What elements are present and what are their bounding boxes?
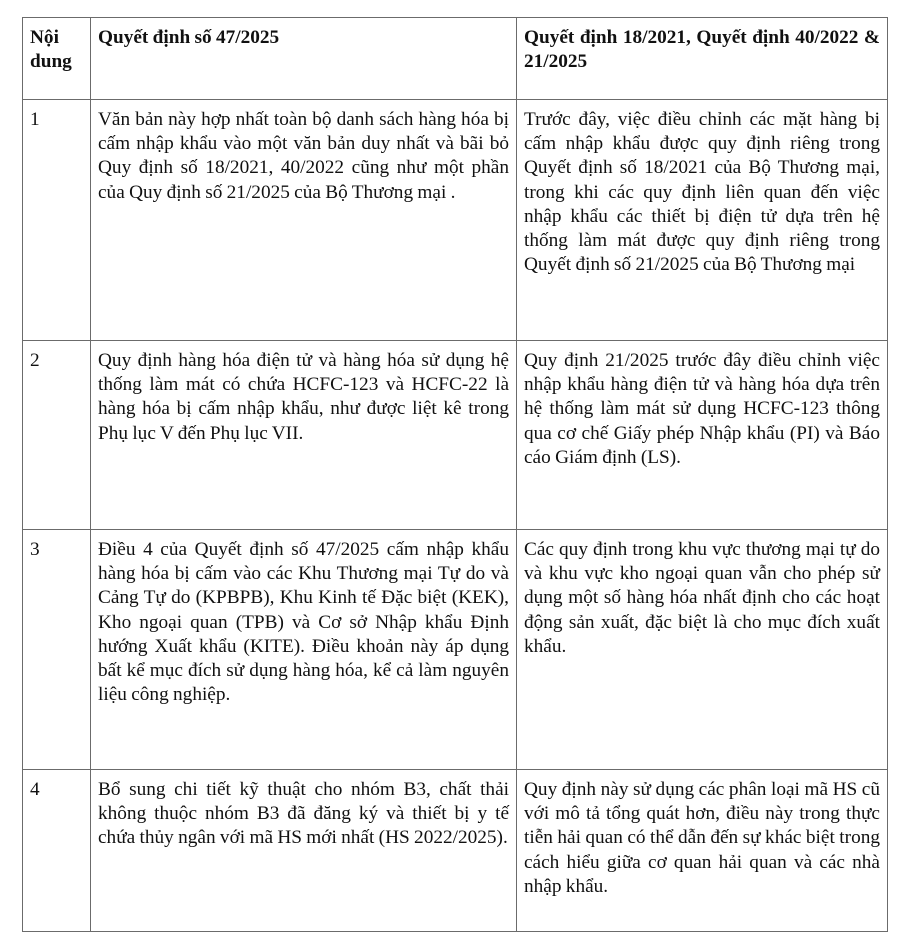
table-row bbox=[23, 341, 888, 530]
new-regulation-cell: Quy định hàng hóa điện tử và hàng hóa sử dụng hệ thống làm mát có chứa HCFC-123 và HCFC-22 là hàng hóa bị cấm nhập khẩu, như được liệt kê trong Phụ lục V đến Phụ lục VII. bbox=[91, 341, 517, 530]
row-number: 4 bbox=[23, 770, 91, 932]
table-row bbox=[23, 100, 888, 341]
new-regulation-cell: Điều 4 của Quyết định số 47/2025 cấm nhập khẩu hàng hóa bị cấm vào các Khu Thương mại Tự do và Cảng Tự do (KPBPB), Khu Kinh tế Đặc biệt (KEK), Kho ngoại quan (TPB) và Cơ sở Nhập khẩu Định hướng Xuất khẩu (KITE). Điều khoản này áp dụng bất kể mục đích sử dụng hàng hóa, kể cả làm nguyên liệu công nghiệp. bbox=[91, 530, 517, 770]
table-row bbox=[23, 530, 888, 770]
header-content: Nội dung bbox=[23, 18, 91, 100]
header-decision-47-2025: Quyết định số 47/2025 bbox=[91, 18, 517, 100]
row-number: 1 bbox=[23, 100, 91, 341]
header-previous-decisions: Quyết định 18/2021, Quyết định 40/2022 & 21/2025 bbox=[517, 18, 888, 100]
old-regulations-cell: Trước đây, việc điều chỉnh các mặt hàng bị cấm nhập khẩu được quy định riêng trong Quyết định số 18/2021 của Bộ Thương mại, trong khi các quy định liên quan đến việc nhập khẩu các thiết bị điện tử dựa trên hệ thống làm mát được quy định riêng trong Quyết định số 21/2025 của Bộ Thương mại bbox=[517, 100, 888, 341]
row-number: 2 bbox=[23, 341, 91, 530]
row-number: 3 bbox=[23, 530, 91, 770]
old-regulations-cell: Quy định 21/2025 trước đây điều chỉnh việc nhập khẩu hàng điện tử và hàng hóa dựa trên hệ thống làm mát sử dụng HCFC-123 thông qua cơ chế Giấy phép Nhập khẩu (PI) và Báo cáo Giám định (LS). bbox=[517, 341, 888, 530]
old-regulations-cell: Quy định này sử dụng các phân loại mã HS cũ với mô tả tổng quát hơn, điều này trong thực tiễn hải quan có thể dẫn đến sự khác biệt trong cách hiểu giữa cơ quan hải quan và các nhà nhập khẩu. bbox=[517, 770, 888, 932]
new-regulation-cell: Văn bản này hợp nhất toàn bộ danh sách hàng hóa bị cấm nhập khẩu vào một văn bản duy nhất và bãi bỏ Quy định số 18/2021, 40/2022 cũng như một phần của Quy định số 21/2025 của Bộ Thương mại . bbox=[91, 100, 517, 341]
new-regulation-cell: Bổ sung chi tiết kỹ thuật cho nhóm B3, chất thải không thuộc nhóm B3 đã đăng ký và thiết bị y tế chứa thủy ngân với mã HS mới nhất (HS 2022/2025). bbox=[91, 770, 517, 932]
comparison-table bbox=[22, 17, 888, 932]
table-row bbox=[23, 770, 888, 932]
table-header-row bbox=[23, 18, 888, 100]
old-regulations-cell: Các quy định trong khu vực thương mại tự do và khu vực kho ngoại quan vẫn cho phép sử dụng một số hàng hóa nhất định cho các hoạt động sản xuất, đặc biệt là cho mục đích xuất khẩu. bbox=[517, 530, 888, 770]
